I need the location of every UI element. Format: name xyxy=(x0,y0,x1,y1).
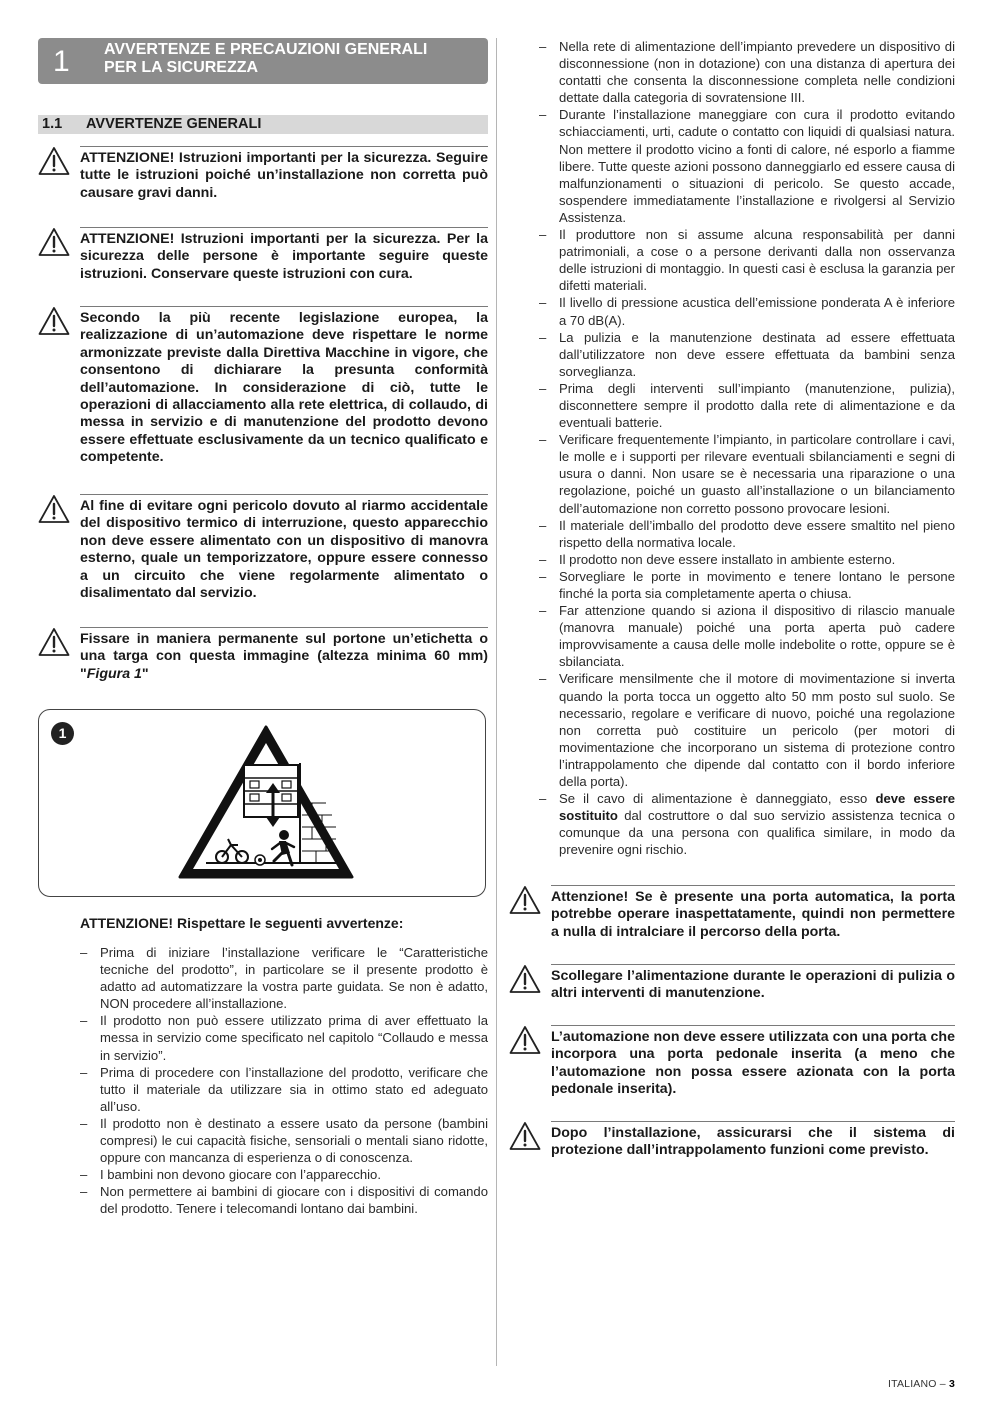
list-item-text: La pulizia e la manutenzione destinata ad essere effettuata dall’utilizzatore non deve essere effettuata da bambini senza sorveglianza. xyxy=(559,329,955,379)
warning-text: L’automazione non deve essere utilizzata con una porta che incorpora una porta pedonale inserita (a meno che l’automazione non possa essere azionata con la porta pedonale inserita). xyxy=(551,1029,955,1098)
list-dash: – xyxy=(539,380,547,396)
section-title: AVVERTENZE GENERALI xyxy=(86,116,262,132)
subheading: ATTENZIONE! Rispettare le seguenti avvertenze: xyxy=(80,915,404,931)
list-item xyxy=(539,380,955,431)
list-item-text: Sorvegliare le porte in movimento e tenere lontano le persone finché la porta sia completamente aperta o chiusa. xyxy=(559,568,955,601)
list-item xyxy=(539,106,955,226)
warning-rule xyxy=(551,885,955,886)
list-item xyxy=(80,1183,488,1217)
warning-rule xyxy=(551,1121,955,1122)
warning-text: ATTENZIONE! Istruzioni importanti per la sicurezza. Seguire tutte le istruzioni poiché un’installazione non corretta può causare gravi danni. xyxy=(80,150,488,201)
warning-text: ATTENZIONE! Istruzioni importanti per la sicurezza. Per la sicurezza delle persone è importante seguire queste istruzioni. Conservare queste istruzioni con cura. xyxy=(80,231,488,282)
list-item-text: Far attenzione quando si aziona il dispositivo di rilascio manuale (manovra manuale) poiché una porta aperta può cadere improvvisamente a causa delle molle indebolite o rotte, oppure se è sbilanciata. xyxy=(559,603,955,670)
page-footer xyxy=(888,1378,955,1390)
warning-triangle-icon xyxy=(509,885,541,915)
list-item xyxy=(539,517,955,551)
warning-text: Attenzione! Se è presente una porta automatica, la porta potrebbe operare inaspettatamente, quindi non permettere a nulla di intralciare il percorso della porta. xyxy=(551,889,955,940)
list-item-text: Il prodotto non può essere utilizzato prima di aver effettuato la messa in servizio come specificato nel capitolo “Collaudo e messa in servizio”. xyxy=(100,1013,488,1063)
warning-text: Scollegare l’alimentazione durante le operazioni di pulizia o altri interventi di manutenzione. xyxy=(551,968,955,1002)
list-item xyxy=(80,1064,488,1115)
warning-rule xyxy=(551,1025,955,1026)
list-item-text: Il produttore non si assume alcuna responsabilità per danni patrimoniali, a cose o a persone derivanti dalla non osservanza delle istruzioni di montaggio. In questi casi è esclusa la garanzia per difetti materiali. xyxy=(559,227,955,294)
list-dash: – xyxy=(80,1064,88,1080)
chapter-title-line2: PER LA SICUREZZA xyxy=(104,59,259,76)
warning-text: Secondo la più recente legislazione europea, la realizzazione di un’automazione deve rispettare le norme armonizzate previste dalla Direttiva Macchine in vigore, che consentono di dichiarare la presunta conformità dell’automazione. In considerazione di ciò, tutte le operazioni di allacciamento alla rete elettrica, di collaudo, di messa in servizio e di manutenzione del prodotto devono essere effettuate esclusivamente da un tecnico qualificato e competente. xyxy=(80,310,488,466)
list-item-text: Verificare frequentemente l’impianto, in particolare controllare i cavi, le molle e i supporti per rilevare eventuali sbilanciamenti e segni di usura o danni. Non usare se è necessaria una riparazione o una regolazione, poiché un guasto all’installazione o un bilanciamento dell’automazione non corretto possono provocare lesioni. xyxy=(559,432,955,516)
list-item-text: Durante l’installazione maneggiare con cura il prodotto evitando schiacciamenti, urti, cadute o contatto con liquidi di qualsiasi natura. Non mettere il prodotto vicino a fonti di calore, né esporlo a fiamme libere. Tutte queste azioni possono danneggiarlo ed essere causa di malfunzionamenti o situazioni di pericolo. Se questo accade, sospendere immediatamente l’installazione e rivolgersi al Servizio Assistenza. xyxy=(559,107,955,225)
list-dash: – xyxy=(539,329,547,345)
list-item xyxy=(539,294,955,328)
list-dash: – xyxy=(539,39,547,54)
list-dash: – xyxy=(80,1013,88,1029)
list-dash: – xyxy=(80,1184,88,1200)
warning-rule xyxy=(80,227,488,228)
warning-rule xyxy=(80,627,488,628)
list-dash: – xyxy=(539,603,547,619)
warning-triangle-icon xyxy=(509,964,541,994)
list-item-text: Il prodotto non è destinato a essere usato da persone (bambini compresi) le cui capacità fisiche, sensoriali o mentali siano ridotte, oppure con mancanza di esperienza o di conoscenza. xyxy=(100,1115,488,1166)
list-item-text: Il prodotto non deve essere installato in ambiente esterno. xyxy=(559,551,896,567)
warning-rule xyxy=(80,306,488,307)
figure-number-badge: 1 xyxy=(51,722,74,745)
list-item-text: Non permettere ai bambini di giocare con i dispositivi di comando del prodotto. Tenere i telecomandi lontano dai bambini. xyxy=(100,1184,488,1217)
list-dash: – xyxy=(80,1167,88,1183)
list-item-text: Il livello di pressione acustica dell’emissione ponderata A è inferiore a 70 dB(A). xyxy=(559,295,955,328)
door-crush-hazard-icon xyxy=(176,723,356,883)
list-item xyxy=(539,551,955,568)
warning-fig-text: Fissare in maniera permanente sul portone un’etichetta o una targa con questa immagine (altezza minima 60 mm) " xyxy=(80,631,488,682)
list-item xyxy=(539,431,955,516)
figure-1 xyxy=(38,709,486,897)
chapter-title-line1: AVVERTENZE E PRECAUZIONI GENERALI xyxy=(104,41,428,58)
list-item-text: Nella rete di alimentazione dell’impianto prevedere un dispositivo di disconnessione (non in dotazione) con una distanza di apertura dei contatti che consenta la disconnessione completa nelle condizioni dettate dalla categoria di sovratensione III. xyxy=(559,39,955,106)
list-dash: – xyxy=(80,945,88,960)
list-item xyxy=(539,226,955,294)
list-item-text: I bambini non devono giocare con l’apparecchio. xyxy=(100,1167,381,1183)
list-dash: – xyxy=(539,568,547,584)
chapter-number: 1 xyxy=(53,45,70,78)
left-warning-list xyxy=(80,944,488,1218)
list-item xyxy=(539,790,955,858)
column-divider xyxy=(496,38,497,1366)
list-item-text: Verificare mensilmente che il motore di movimentazione si inverta quando la porta tocca un oggetto alto 50 mm posto sul suolo. Se necessario, regolare e verificare di nuovo, poiché una regolazione non corretta può costituire un pericolo (per motori di movimentazione che incorporano un sistema di protezione contro l’intrappolamento che dipende dal contatto con il bordo inferiore della porta). xyxy=(559,671,955,790)
warning-triangle-icon xyxy=(38,494,70,524)
list-item xyxy=(539,568,955,602)
warning-rule xyxy=(80,146,488,147)
warning-rule xyxy=(80,494,488,495)
list-item-text: Prima di procedere con l’installazione del prodotto, verificare che tutto il materiale da utilizzare sia in ottimo stato ed adeguato all’uso. xyxy=(100,1064,488,1114)
right-warning-list xyxy=(539,38,955,859)
warning-fig-close: " xyxy=(141,665,149,682)
warning-triangle-icon xyxy=(38,146,70,176)
list-dash: – xyxy=(539,517,547,533)
list-dash: – xyxy=(539,551,547,567)
list-item-text: Prima degli interventi sull’impianto (manutenzione, pulizia), disconnettere sempre il prodotto dalla rete di alimentazione e da eventuali batterie. xyxy=(559,380,955,431)
warning-text: Al fine di evitare ogni pericolo dovuto al riarmo accidentale del dispositivo termico di interruzione, questo apparecchio non deve essere alimentato con un dispositivo di manovra esterno, quale un temporizzatore, oppure essere connesso a un circuito che viene regolarmente alimentato o disalimentato dal servizio. xyxy=(80,498,488,602)
list-item xyxy=(539,602,955,670)
list-item xyxy=(539,329,955,380)
list-item-text: Se il cavo di alimentazione è danneggiato, esso xyxy=(559,791,876,807)
page-number: 3 xyxy=(948,1378,955,1390)
warning-text xyxy=(80,631,488,683)
section-number: 1.1 xyxy=(42,116,63,132)
list-item-bold-text: deve essere sostituito xyxy=(559,791,955,824)
list-item xyxy=(80,1166,488,1183)
list-item-text: Il materiale dell’imballo del prodotto deve essere smaltito nel pieno rispetto della normativa locale. xyxy=(559,517,955,550)
list-dash: – xyxy=(80,1115,88,1131)
warning-text: Dopo l’installazione, assicurarsi che il sistema di protezione dall’intrappolamento funzioni come previsto. xyxy=(551,1125,955,1159)
list-item xyxy=(80,1012,488,1063)
section-header xyxy=(38,115,488,134)
list-item-text: dal costruttore o dal suo servizio assistenza tecnica o comunque da una persona con qualifica similare, in modo da prevenire ogni rischio. xyxy=(559,808,955,858)
footer-language: ITALIANO – xyxy=(888,1378,949,1390)
chapter-header xyxy=(38,38,488,84)
list-item xyxy=(539,38,955,106)
warning-rule xyxy=(551,964,955,965)
list-dash: – xyxy=(539,671,547,687)
warning-triangle-icon xyxy=(509,1121,541,1151)
list-dash: – xyxy=(539,295,547,311)
list-dash: – xyxy=(539,791,547,807)
list-item-text: Prima di iniziare l’installazione verificare le “Caratteristiche tecniche del prodotto”, in particolare se il presente prodotto è adatto ad automatizzare la vostra parte guidata. Se non è adatto, NON procedere all’installazione. xyxy=(100,945,488,1012)
warning-triangle-icon xyxy=(509,1025,541,1055)
chapter-title xyxy=(104,41,427,77)
list-item xyxy=(80,944,488,1012)
list-dash: – xyxy=(539,107,547,123)
list-dash: – xyxy=(539,227,547,243)
list-item xyxy=(80,1115,488,1166)
figure-reference: Figura 1 xyxy=(86,665,142,682)
warning-triangle-icon xyxy=(38,227,70,257)
list-dash: – xyxy=(539,432,547,448)
warning-triangle-icon xyxy=(38,306,70,336)
warning-triangle-icon xyxy=(38,627,70,657)
list-item xyxy=(539,670,955,790)
